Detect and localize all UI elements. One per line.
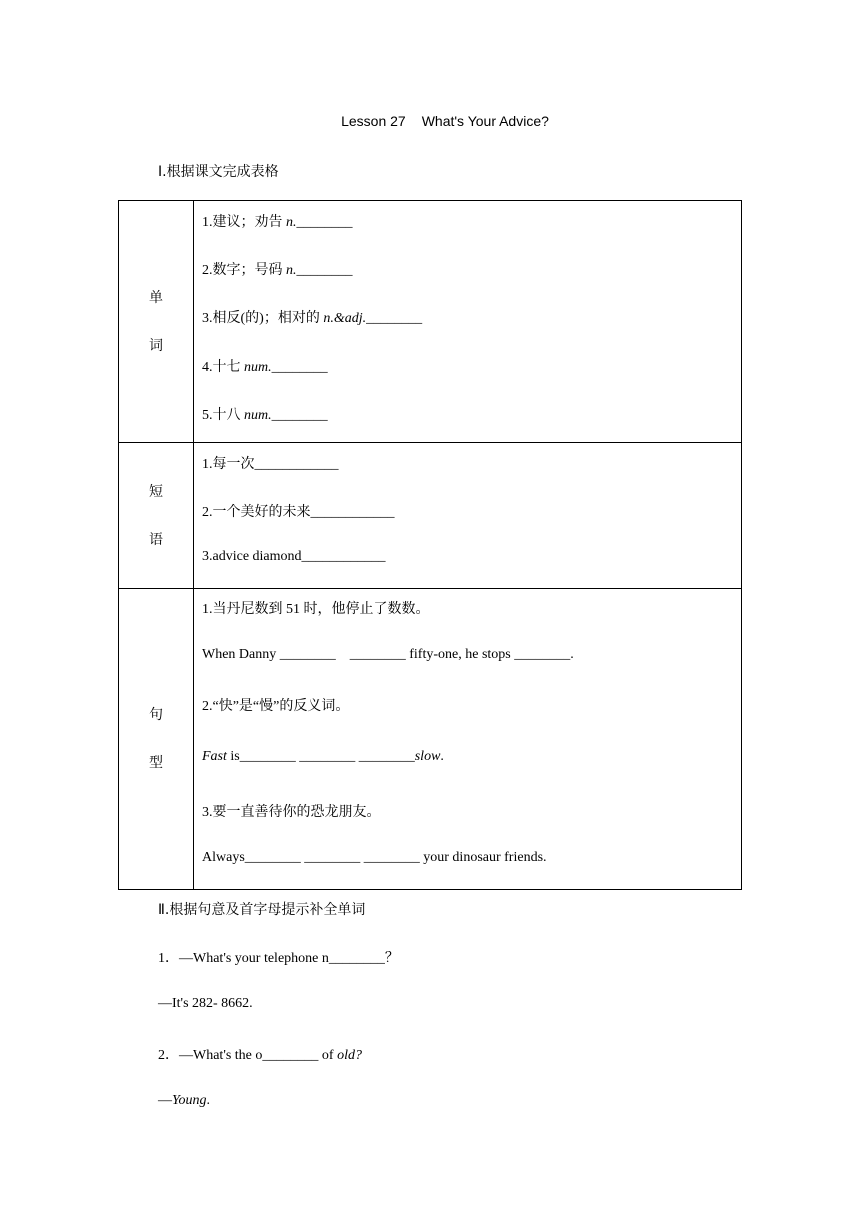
lesson-number: Lesson 27 (341, 113, 406, 129)
phrase-item: 2.一个美好的未来____________ (202, 505, 395, 520)
answer-1: —It's 282- 8662. (158, 996, 253, 1011)
page-title (0, 113, 860, 129)
sentences-content (194, 589, 742, 890)
sentences-row (119, 589, 742, 890)
lesson-table (118, 200, 742, 890)
word-item: 3.相反(的)；相对的 n.&adj.________ (202, 311, 423, 326)
word-item: 2.数字；号码 n.________ (202, 263, 353, 278)
section-2-heading: Ⅱ.根据句意及首字母提示补全单词 (158, 902, 366, 918)
answer-2: —Young. (158, 1093, 211, 1108)
phrase-item: 1.每一次____________ (202, 457, 339, 472)
phrase-item: 3.advice diamond____________ (202, 549, 386, 564)
sentence-2-english: Fast is________ ________ ________slow. (202, 749, 444, 764)
word-item: 4.十七 num.________ (202, 360, 328, 375)
words-content (194, 201, 742, 443)
sentence-2-chinese: 2.“快”是“慢”的反义词。 (202, 699, 350, 714)
sentence-3-english: Always________ ________ ________ your dinosaur friends. (202, 850, 547, 865)
lesson-name: What's Your Advice? (421, 113, 549, 129)
section-1-heading: Ⅰ.根据课文完成表格 (158, 164, 279, 180)
word-item: 1.建议；劝告 n.________ (202, 215, 353, 230)
words-label: 单 词 (119, 201, 194, 443)
sentence-3-chinese: 3.要一直善待你的恐龙朋友。 (202, 805, 381, 820)
question-1: 1．—What's your telephone n________？ (158, 951, 399, 966)
question-2: 2．—What's the o________ of old? (158, 1048, 362, 1063)
words-row (119, 201, 742, 443)
sentence-1-chinese: 1.当丹尼数到 51 时，他停止了数数。 (202, 602, 430, 617)
phrases-content (194, 443, 742, 589)
sentences-label: 句 型 (119, 589, 194, 890)
sentence-1-english: When Danny ________ ________ fifty-one, he stops ________. (202, 647, 574, 662)
phrases-row (119, 443, 742, 589)
phrases-label: 短 语 (119, 443, 194, 589)
word-item: 5.十八 num.________ (202, 408, 328, 423)
